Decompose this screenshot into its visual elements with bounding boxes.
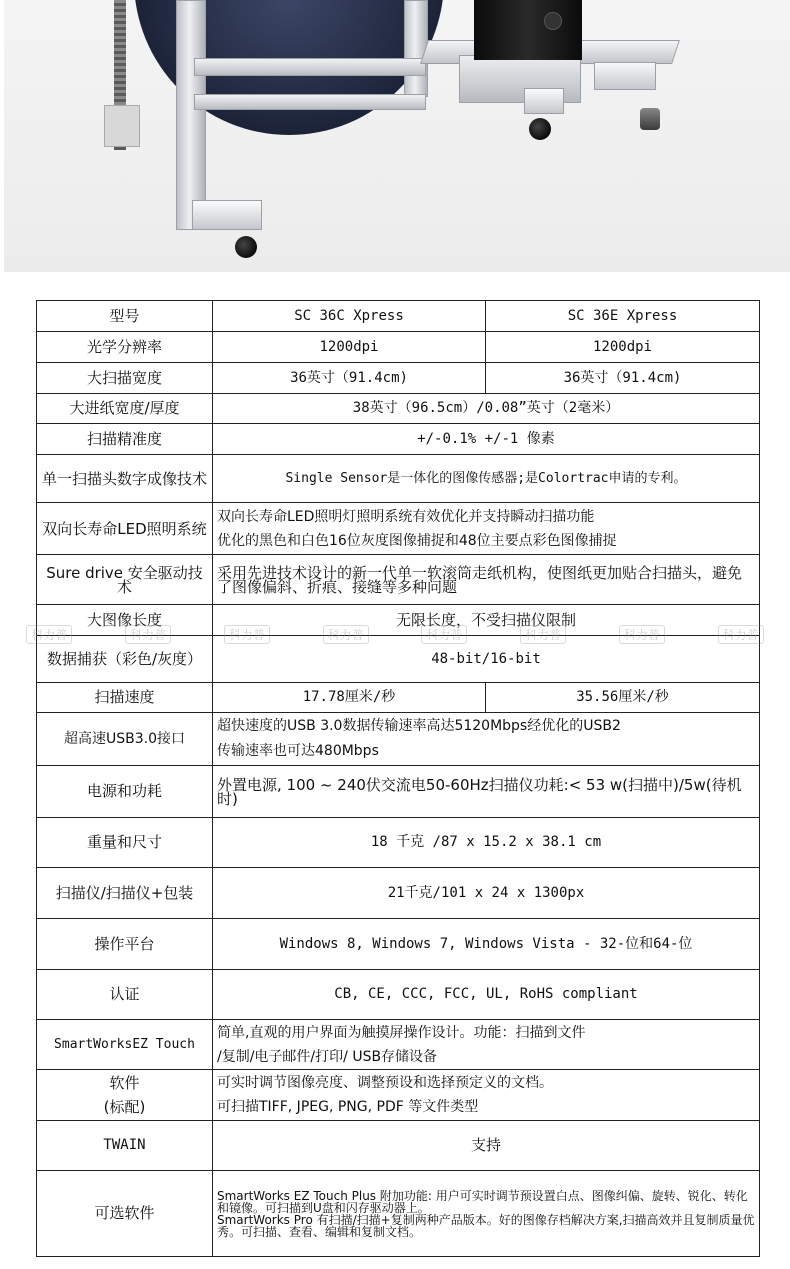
cell-value: 采用先进技术设计的新一代单一软滚筒走纸机构，使图纸更加贴合扫描头，避免了图像偏斜、折痕、接缝等多种问题: [213, 555, 760, 605]
row-label: 操作平台: [37, 919, 213, 970]
cell-value: 36英寸（91.4cm): [486, 363, 760, 394]
cell-line: 优化的黑色和白色16位灰度图像捕捉和48位主要点彩色图像捕捉: [217, 532, 617, 549]
row-label: 数据捕获（彩色/灰度）: [37, 636, 213, 683]
caster-wheel-icon: [235, 236, 257, 258]
row-label: TWAIN: [37, 1121, 213, 1171]
cell-value: [213, 503, 760, 555]
cell-value: [213, 1171, 760, 1257]
cell-line: 可扫描TIFF, JPEG, PNG, PDF 等文件类型: [217, 1099, 479, 1115]
cell-value: 支持: [213, 1121, 760, 1171]
row-label: [37, 1070, 213, 1121]
cell-value: 无限长度，不受扫描仪限制: [213, 605, 760, 636]
row-label-line: (标配): [103, 1098, 146, 1116]
computer-stand-arm: [594, 62, 656, 90]
cell-value: Single Sensor是一体化的图像传感器;是Colortrac申请的专利。: [213, 455, 760, 503]
row-label: 扫描仪/扫描仪+包装: [37, 868, 213, 919]
cell-line: /复制/电子邮件/打印/ USB存储设备: [217, 1048, 438, 1065]
row-label: 超高速USB3.0接口: [37, 713, 213, 766]
spec-table: [36, 300, 760, 1257]
cell-value: [213, 1070, 760, 1121]
table-row: [37, 555, 760, 605]
table-row: [37, 766, 760, 818]
watermark: 科力普: [125, 625, 171, 644]
table-row: [37, 1171, 760, 1257]
row-label: 扫描速度: [37, 683, 213, 713]
cell-value: CB, CE, CCC, FCC, UL, RoHS compliant: [213, 970, 760, 1020]
cell-value: 18 千克 /87 x 15.2 x 38.1 cm: [213, 818, 760, 868]
row-label: Sure drive 安全驱动技术: [37, 555, 213, 605]
row-label: 大扫描宽度: [37, 363, 213, 394]
table-row: [37, 1070, 760, 1121]
table-row: [37, 818, 760, 868]
table-row: [37, 713, 760, 766]
table-row: [37, 332, 760, 363]
row-label: 扫描精准度: [37, 424, 213, 455]
cell-value: 17.78厘米/秒: [213, 683, 486, 713]
table-row: [37, 605, 760, 636]
table-row: [37, 1020, 760, 1070]
cell-value: 35.56厘米/秒: [486, 683, 760, 713]
row-label: 型号: [37, 301, 213, 332]
row-label-line: 软件: [109, 1074, 140, 1092]
cell-value: [213, 1020, 760, 1070]
table-row: [37, 919, 760, 970]
row-label: 重量和尺寸: [37, 818, 213, 868]
cell-value: 38英寸（96.5cm）/0.08”英寸（2毫米）: [213, 394, 760, 424]
model-b-header: SC 36E Xpress: [486, 301, 760, 332]
cell-value: 1200dpi: [213, 332, 486, 363]
cell-line: SmartWorks EZ Touch Plus 附加功能: 用户可实时调节预设置白点、图像纠偏、旋转、锐化、转化和镜像。可扫描到U盘和闪存驱动器上。: [217, 1188, 748, 1215]
power-button-icon: [544, 12, 562, 30]
cell-value: +/-0.1% +/-1 像素: [213, 424, 760, 455]
watermark: 科力普: [619, 625, 665, 644]
stand-foot-right: [524, 88, 564, 114]
cable-clamp: [104, 105, 140, 147]
cell-value: [213, 713, 760, 766]
cell-line: 简单,直观的用户界面为触摸屏操作设计。功能：扫描到文件: [217, 1024, 586, 1041]
table-row: [37, 636, 760, 683]
table-row: [37, 503, 760, 555]
stand-foot-left: [192, 200, 262, 230]
cell-line: 传输速率也可达480Mbps: [217, 743, 379, 759]
row-label: 大图像长度: [37, 605, 213, 636]
computer-tower: [474, 0, 582, 60]
model-a-header: SC 36C Xpress: [213, 301, 486, 332]
cell-value: Windows 8, Windows 7, Windows Vista - 32-位和64-位: [213, 919, 760, 970]
row-label: SmartWorksEZ Touch: [37, 1020, 213, 1070]
cell-line: SmartWorks Pro 有扫描/扫描+复制两种产品版本。好的图像存档解决方案,扫描高效并且复制质量优秀。可扫描、查看、编辑和复制文档。: [217, 1212, 755, 1239]
watermark: 科力普: [26, 625, 72, 644]
stand-crossbar-middle: [194, 94, 426, 110]
table-row: [37, 455, 760, 503]
row-label: 光学分辨率: [37, 332, 213, 363]
cell-line: 可实时调节图像亮度、调整预设和选择预定义的文档。: [217, 1075, 553, 1091]
cell-value: 外置电源, 100 ~ 240伏交流电50-60Hz扫描仪功耗:< 53 w(扫描中)/5w(待机时): [213, 766, 760, 818]
row-label: 双向长寿命LED照明系统: [37, 503, 213, 555]
cell-value: 48-bit/16-bit: [213, 636, 760, 683]
row-label: 认证: [37, 970, 213, 1020]
table-row: [37, 363, 760, 394]
watermark: 科力普: [224, 625, 270, 644]
stand-crossbar-top: [194, 58, 426, 76]
table-row: [37, 301, 760, 332]
cell-value: 36英寸（91.4cm): [213, 363, 486, 394]
row-label: 大进纸宽度/厚度: [37, 394, 213, 424]
product-photo: [4, 0, 790, 272]
stand-leg-left: [176, 0, 206, 230]
watermark: 科力普: [718, 625, 764, 644]
table-row: [37, 424, 760, 455]
row-label: 电源和功耗: [37, 766, 213, 818]
cell-line: 双向长寿命LED照明灯照明系统有效优化并支持瞬动扫描功能: [217, 508, 595, 525]
cell-line: 超快速度的USB 3.0数据传输速率高达5120Mbps经优化的USB2: [217, 718, 621, 734]
watermark: 科力普: [520, 625, 566, 644]
table-row: [37, 683, 760, 713]
table-row: [37, 1121, 760, 1171]
watermark: 科力普: [421, 625, 467, 644]
table-row: [37, 868, 760, 919]
watermark: 科力普: [323, 625, 369, 644]
cell-value: 21千克/101 x 24 x 1300px: [213, 868, 760, 919]
row-label: 可选软件: [37, 1171, 213, 1257]
table-row: [37, 970, 760, 1020]
table-row: [37, 394, 760, 424]
cell-value: 1200dpi: [486, 332, 760, 363]
leveling-foot-icon: [640, 108, 660, 130]
row-label: 单一扫描头数字成像技术: [37, 455, 213, 503]
caster-wheel-icon: [529, 118, 551, 140]
